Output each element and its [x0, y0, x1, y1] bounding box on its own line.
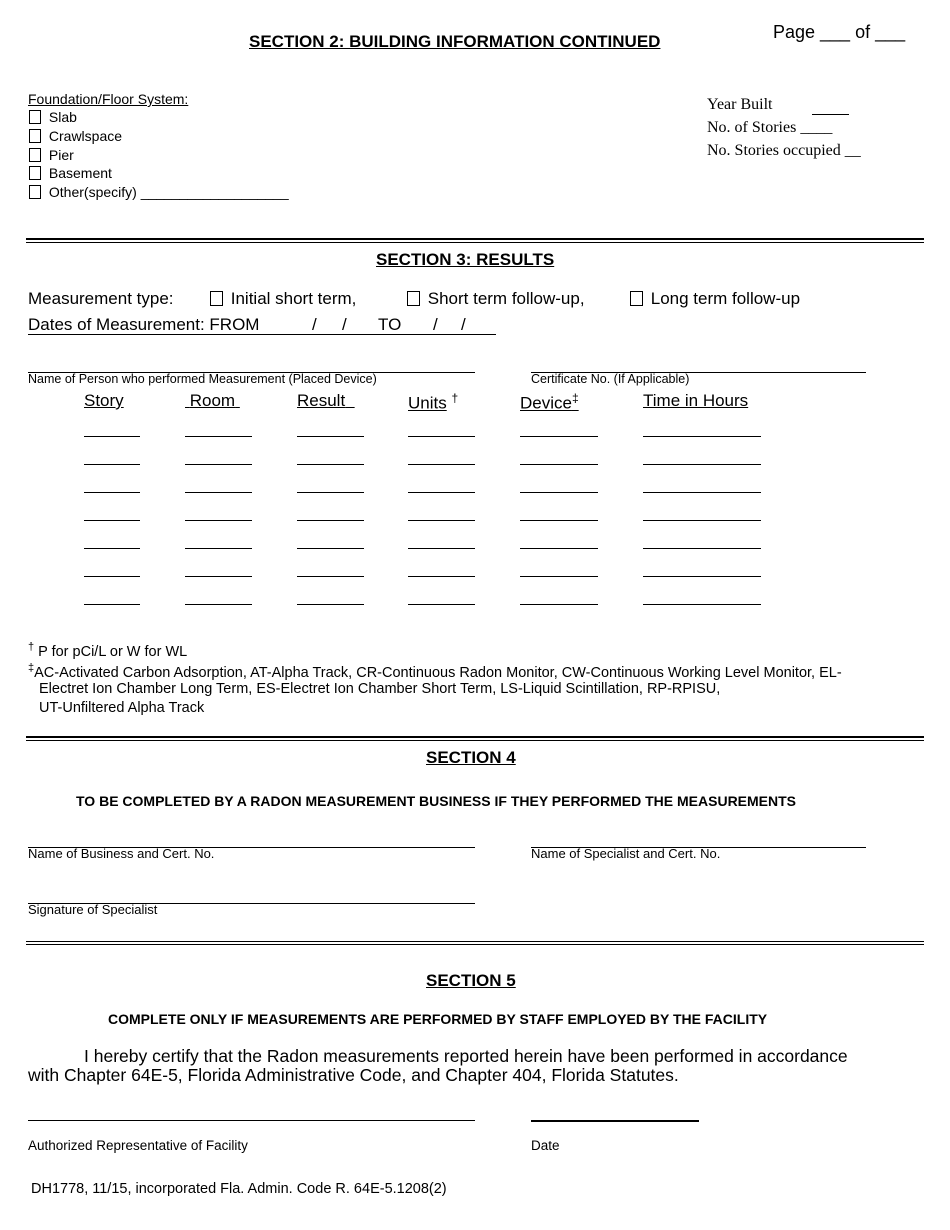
type-long-term-follow-up[interactable]	[630, 289, 800, 309]
column-header-time	[643, 391, 748, 411]
result-cell-field[interactable]	[297, 548, 364, 549]
result-cell-field[interactable]	[520, 436, 598, 437]
header-label: Story	[84, 391, 124, 410]
section5-title: SECTION 5	[426, 971, 516, 990]
foundation-option-other[interactable]	[29, 184, 289, 200]
result-cell-field[interactable]	[643, 604, 761, 605]
header-label: Units	[408, 393, 447, 413]
checkbox[interactable]	[29, 185, 41, 199]
result-cell-field[interactable]	[297, 604, 364, 605]
column-header-units	[408, 391, 458, 414]
option-label: Crawlspace	[48, 128, 123, 144]
section-divider	[26, 238, 924, 243]
result-cell-field[interactable]	[84, 576, 140, 577]
certification-line1: I hereby certify that the Radon measurements reported herein have been performed in accordance	[84, 1046, 848, 1066]
type-label: Short term follow-up,	[427, 289, 585, 308]
specialist-signature-label: Signature of Specialist	[28, 902, 158, 917]
result-cell-field[interactable]	[297, 464, 364, 465]
date-slash: /	[312, 315, 317, 334]
result-cell-field[interactable]	[643, 548, 761, 549]
form-identifier: DH1778, 11/15, incorporated Fla. Admin. Code R. 64E-5.1208(2)	[31, 1181, 447, 1197]
page-number-field[interactable]: Page ___ of ___	[773, 22, 906, 42]
specialist-name-label: Name of Specialist and Cert. No.	[531, 846, 721, 861]
column-header-device	[520, 391, 579, 414]
dates-label: Dates of Measurement: FROM	[28, 315, 260, 334]
checkbox[interactable]	[210, 291, 223, 306]
result-cell-field[interactable]	[84, 520, 140, 521]
certificate-label: Certificate No. (If Applicable)	[531, 372, 690, 386]
result-cell-field[interactable]	[297, 436, 364, 437]
foundation-option-slab[interactable]	[29, 109, 77, 125]
foundation-option-crawlspace[interactable]	[29, 128, 122, 144]
result-cell-field[interactable]	[408, 548, 475, 549]
footnote-text: P for pCi/L or W for WL	[38, 643, 188, 660]
result-cell-field[interactable]	[185, 520, 252, 521]
result-cell-field[interactable]	[643, 464, 761, 465]
date-label: Date	[531, 1138, 560, 1153]
result-cell-field[interactable]	[185, 492, 252, 493]
dates-to-label: TO	[378, 315, 402, 334]
footnote-text: AC-Activated Carbon Adsorption, AT-Alpha Track, CR-Continuous Radon Monitor, CW-Continuous Working Level Monitor, EL-	[34, 664, 842, 681]
type-initial-short-term[interactable]	[210, 289, 356, 309]
result-cell-field[interactable]	[408, 604, 475, 605]
result-cell-field[interactable]	[643, 492, 761, 493]
column-header-story	[84, 391, 124, 411]
footnote-device-line2: Electret Ion Chamber Long Term, ES-Electret Ion Chamber Short Term, LS-Liquid Scintillation, RP-RPISU,	[39, 681, 721, 697]
result-cell-field[interactable]	[520, 604, 598, 605]
footnote-dagger: †	[28, 641, 35, 653]
device-double-dagger: ‡	[571, 391, 579, 405]
result-cell-field[interactable]	[520, 492, 598, 493]
type-label: Long term follow-up	[650, 289, 801, 308]
footnote-device-line3: UT-Unfiltered Alpha Track	[39, 700, 205, 716]
stories-occupied-field[interactable]: No. Stories occupied __	[707, 142, 861, 159]
type-label: Initial short term,	[230, 289, 357, 308]
result-cell-field[interactable]	[643, 520, 761, 521]
checkbox[interactable]	[29, 110, 41, 124]
facility-representative-field[interactable]	[28, 1120, 475, 1121]
column-header-room	[185, 391, 240, 411]
checkbox[interactable]	[29, 129, 41, 143]
result-cell-field[interactable]	[408, 520, 475, 521]
header-label: Result	[297, 391, 346, 410]
header-label: Time in Hours	[643, 391, 749, 410]
header-label: Device	[520, 393, 572, 413]
result-cell-field[interactable]	[408, 492, 475, 493]
result-cell-field[interactable]	[84, 492, 140, 493]
option-label: Pier	[48, 147, 74, 163]
section2-title: SECTION 2: BUILDING INFORMATION CONTINUED	[249, 32, 661, 51]
section4-subtitle: TO BE COMPLETED BY A RADON MEASUREMENT BUSINESS IF THEY PERFORMED THE MEASUREMENTS	[76, 793, 797, 809]
result-cell-field[interactable]	[520, 548, 598, 549]
type-short-term-follow-up[interactable]	[407, 289, 585, 309]
date-slash: /	[433, 315, 438, 334]
result-cell-field[interactable]	[297, 492, 364, 493]
option-label: Basement	[48, 165, 112, 181]
date-slash: /	[342, 315, 347, 334]
certification-line2: with Chapter 64E-5, Florida Administrative Code, and Chapter 404, Florida Statutes.	[28, 1065, 679, 1085]
section-divider	[26, 941, 924, 945]
dates-field[interactable]	[28, 334, 496, 335]
result-cell-field[interactable]	[84, 464, 140, 465]
result-cell-field[interactable]	[643, 576, 761, 577]
checkbox[interactable]	[29, 166, 41, 180]
section-divider	[26, 736, 924, 741]
result-cell-field[interactable]	[84, 436, 140, 437]
section3-title: SECTION 3: RESULTS	[376, 250, 555, 269]
date-slash: /	[461, 315, 466, 334]
result-cell-field[interactable]	[408, 436, 475, 437]
result-cell-field[interactable]	[408, 464, 475, 465]
units-dagger: †	[451, 391, 459, 405]
num-stories-field[interactable]: No. of Stories ____	[707, 119, 833, 136]
checkbox[interactable]	[630, 291, 643, 306]
result-cell-field[interactable]	[643, 436, 761, 437]
facility-representative-label: Authorized Representative of Facility	[28, 1138, 248, 1153]
result-cell-field[interactable]	[185, 576, 252, 577]
result-cell-field[interactable]	[84, 604, 140, 605]
year-built-field[interactable]	[812, 114, 849, 115]
person-name-label: Name of Person who performed Measurement (Placed Device)	[28, 372, 377, 386]
header-label: Room	[189, 391, 236, 410]
result-cell-field[interactable]	[84, 548, 140, 549]
foundation-option-pier[interactable]	[29, 147, 74, 163]
measurement-type-label: Measurement type:	[28, 289, 174, 308]
section5-subtitle: COMPLETE ONLY IF MEASUREMENTS ARE PERFORMED BY STAFF EMPLOYED BY THE FACILITY	[108, 1011, 768, 1027]
option-label: Slab	[48, 109, 77, 125]
result-cell-field[interactable]	[520, 576, 598, 577]
date-field[interactable]	[531, 1120, 699, 1122]
column-header-result	[297, 391, 355, 411]
checkbox[interactable]	[407, 291, 420, 306]
result-cell-field[interactable]	[185, 464, 252, 465]
foundation-label: Foundation/Floor System:	[28, 91, 189, 107]
result-cell-field[interactable]	[520, 464, 598, 465]
result-cell-field[interactable]	[297, 520, 364, 521]
result-cell-field[interactable]	[185, 604, 252, 605]
year-built-label: Year Built	[707, 96, 773, 113]
option-label: Other(specify) ___________________	[48, 184, 289, 200]
result-cell-field[interactable]	[185, 436, 252, 437]
footnote-device-line1	[28, 662, 842, 681]
footnote-double-dagger: ‡	[28, 662, 35, 674]
result-cell-field[interactable]	[185, 548, 252, 549]
footnote-units	[28, 641, 187, 660]
result-cell-field[interactable]	[520, 520, 598, 521]
business-name-label: Name of Business and Cert. No.	[28, 846, 215, 861]
section4-title: SECTION 4	[426, 748, 516, 767]
result-cell-field[interactable]	[408, 576, 475, 577]
result-cell-field[interactable]	[297, 576, 364, 577]
foundation-option-basement[interactable]	[29, 165, 112, 181]
checkbox[interactable]	[29, 148, 41, 162]
